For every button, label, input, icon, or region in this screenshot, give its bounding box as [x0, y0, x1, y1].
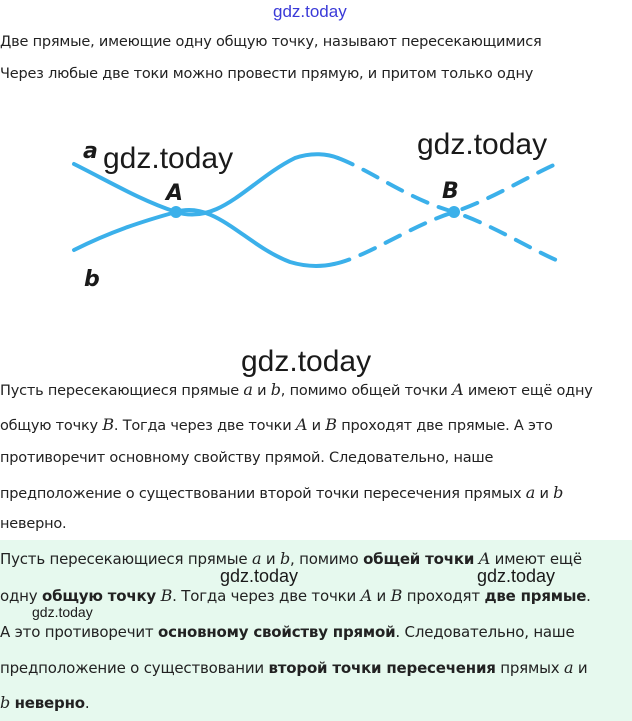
proof-row-5: неверно.	[0, 516, 67, 532]
label-b: b	[84, 267, 100, 292]
intersecting-lines-figure	[0, 100, 632, 350]
proof-row-4: предположение о существовании второй точки пересечения прямых a и b	[0, 483, 564, 502]
watermark-middle: gdz.today	[241, 345, 372, 378]
proof-row-1: Пусть пересекающиеся прямые a и b, помимо общей точки A имеют ещё одну	[0, 380, 593, 399]
highlight-row-2: одну общую точку B. Тогда через две точки A и B проходят две прямые.	[0, 586, 591, 605]
highlight-row-1: Пусть пересекающиеся прямые a и b, помимо общей точки A имеют ещё	[0, 549, 582, 568]
label-a: a	[83, 139, 98, 164]
intro-axiom: Через любые две токи можно провести прямую, и притом только одну	[0, 66, 534, 82]
intro-definition: Две прямые, имеющие одну общую точку, называют пересекающимися	[0, 34, 542, 50]
watermark-highlight-1: gdz.today	[220, 566, 299, 586]
watermark-top: gdz.today	[273, 2, 347, 21]
line-a-dashed	[338, 158, 556, 260]
label-point-B: B	[442, 179, 459, 204]
watermark-figure-right: gdz.today	[417, 128, 548, 161]
label-point-A: A	[166, 181, 184, 206]
watermark-figure-left: gdz.today	[103, 142, 234, 175]
watermark-highlight-3: gdz.today	[32, 604, 93, 620]
proof-row-2: общую точку B. Тогда через две точки A и B проходят две прямые. А это	[0, 415, 553, 434]
line-b-solid	[74, 210, 334, 266]
highlight-row-3: А это противоречит основному свойству прямой. Следовательно, наше	[0, 623, 575, 641]
highlight-row-4: предположение о существовании второй точки пересечения прямых a и	[0, 658, 588, 677]
watermark-highlight-2: gdz.today	[477, 566, 556, 586]
proof-row-3: противоречит основному свойству прямой. Следовательно, наше	[0, 450, 494, 466]
point-B-dot	[448, 206, 460, 218]
point-A-dot	[170, 206, 182, 218]
highlight-row-5: b неверно.	[0, 693, 90, 712]
